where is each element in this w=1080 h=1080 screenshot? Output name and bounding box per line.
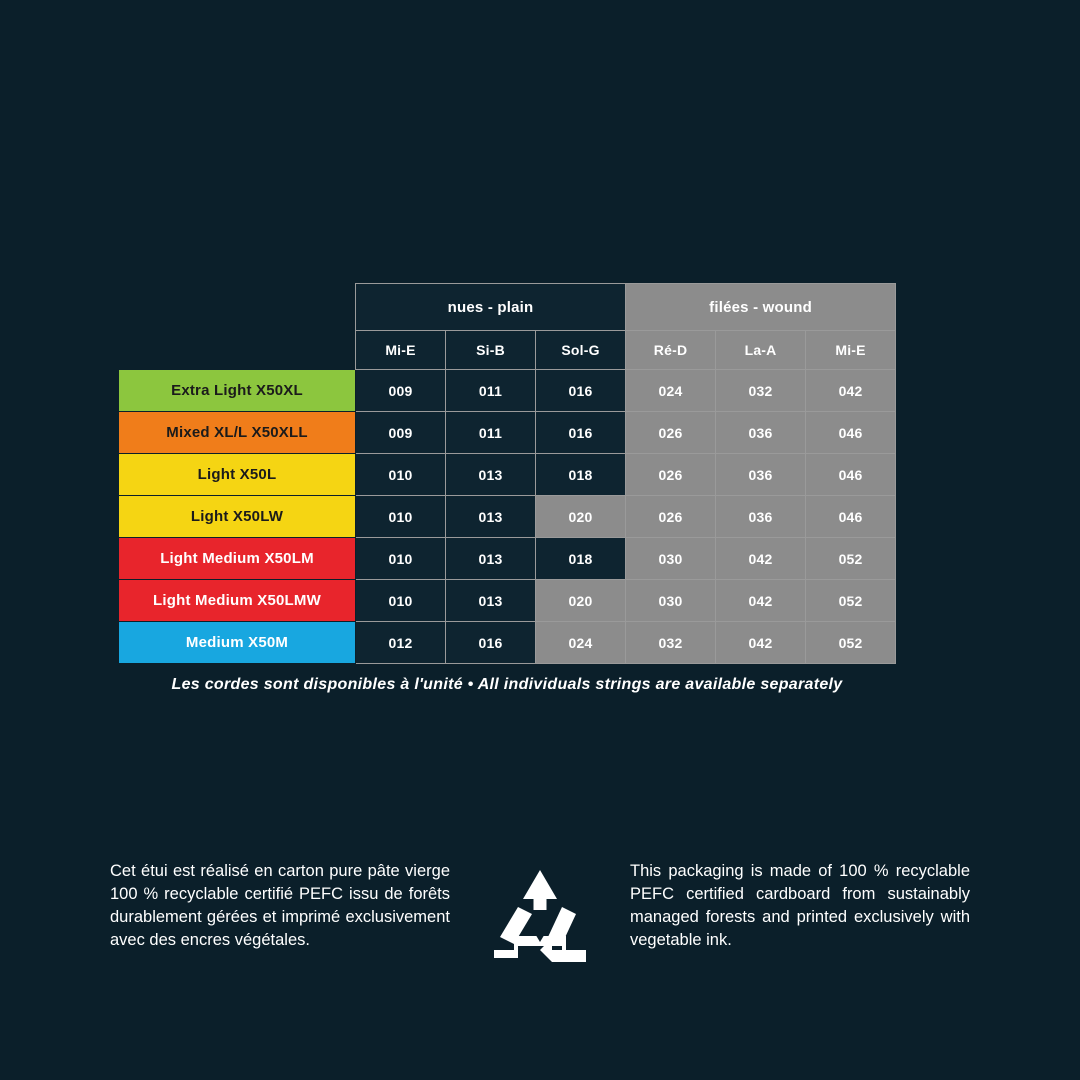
gauge-cell-r4-c4: 042 (716, 538, 806, 580)
table-row (119, 580, 896, 622)
table-column-header-1: Si-B (446, 331, 536, 370)
gauge-cell-r4-c3: 030 (626, 538, 716, 580)
gauge-cell-r2-c2: 018 (536, 454, 626, 496)
table-row (119, 412, 896, 454)
gauge-cell-r2-c4: 036 (716, 454, 806, 496)
gauge-cell-r6-c3: 032 (626, 622, 716, 664)
gauge-cell-r5-c3: 030 (626, 580, 716, 622)
table-group-header-plain: nues - plain (356, 284, 626, 331)
table-note-header-row (119, 331, 896, 370)
gauge-cell-r4-c1: 013 (446, 538, 536, 580)
gauge-cell-r6-c1: 016 (446, 622, 536, 664)
gauge-cell-r2-c1: 013 (446, 454, 536, 496)
gauge-cell-r3-c0: 010 (356, 496, 446, 538)
footer-text-french: Cet étui est réalisé en carton pure pâte vierge 100 % recyclable certifié PEFC issu de forêts durablement gérées et imprimé exclusivement avec des encres végétales. (110, 862, 450, 949)
gauge-cell-r5-c2: 020 (536, 580, 626, 622)
gauge-cell-r3-c4: 036 (716, 496, 806, 538)
string-gauge-table-container (118, 283, 896, 664)
gauge-cell-r1-c3: 026 (626, 412, 716, 454)
row-label-0: Extra Light X50XL (119, 370, 356, 412)
table-column-header-5: Mi-E (806, 331, 896, 370)
gauge-cell-r5-c1: 013 (446, 580, 536, 622)
table-row (119, 454, 896, 496)
table-caption: Les cordes sont disponibles à l'unité • All individuals strings are available separately (171, 676, 843, 693)
gauge-cell-r3-c3: 026 (626, 496, 716, 538)
row-label-2: Light X50L (119, 454, 356, 496)
gauge-cell-r3-c2: 020 (536, 496, 626, 538)
gauge-cell-r6-c0: 012 (356, 622, 446, 664)
gauge-cell-r2-c0: 010 (356, 454, 446, 496)
table-column-header-0: Mi-E (356, 331, 446, 370)
recycle-icon (480, 860, 600, 962)
table-column-header-2: Sol-G (536, 331, 626, 370)
gauge-cell-r0-c1: 011 (446, 370, 536, 412)
gauge-cell-r6-c4: 042 (716, 622, 806, 664)
gauge-cell-r1-c2: 016 (536, 412, 626, 454)
gauge-cell-r5-c5: 052 (806, 580, 896, 622)
gauge-cell-r6-c2: 024 (536, 622, 626, 664)
row-label-3: Light X50LW (119, 496, 356, 538)
gauge-cell-r0-c3: 024 (626, 370, 716, 412)
table-corner-spacer (119, 284, 356, 331)
gauge-cell-r1-c1: 011 (446, 412, 536, 454)
gauge-cell-r4-c2: 018 (536, 538, 626, 580)
table-row (119, 538, 896, 580)
footer-text-english: This packaging is made of 100 % recyclable PEFC certified cardboard from sustainably managed forests and printed exclusively with vegetable ink. (630, 862, 970, 949)
gauge-cell-r2-c5: 046 (806, 454, 896, 496)
gauge-cell-r0-c2: 016 (536, 370, 626, 412)
gauge-cell-r0-c5: 042 (806, 370, 896, 412)
gauge-cell-r2-c3: 026 (626, 454, 716, 496)
row-label-1: Mixed XL/L X50XLL (119, 412, 356, 454)
row-label-6: Medium X50M (119, 622, 356, 664)
gauge-cell-r1-c5: 046 (806, 412, 896, 454)
gauge-cell-r4-c5: 052 (806, 538, 896, 580)
gauge-cell-r5-c0: 010 (356, 580, 446, 622)
string-gauge-table (118, 283, 896, 664)
gauge-cell-r1-c0: 009 (356, 412, 446, 454)
gauge-cell-r4-c0: 010 (356, 538, 446, 580)
table-group-header-wound: filées - wound (626, 284, 896, 331)
row-label-4: Light Medium X50LM (119, 538, 356, 580)
table-row (119, 622, 896, 664)
gauge-cell-r3-c1: 013 (446, 496, 536, 538)
table-row (119, 370, 896, 412)
gauge-cell-r5-c4: 042 (716, 580, 806, 622)
table-corner-spacer (119, 331, 356, 370)
table-row (119, 496, 896, 538)
table-column-header-4: La-A (716, 331, 806, 370)
gauge-cell-r6-c5: 052 (806, 622, 896, 664)
gauge-cell-r0-c0: 009 (356, 370, 446, 412)
row-label-5: Light Medium X50LMW (119, 580, 356, 622)
footer (110, 860, 970, 962)
table-group-header-row (119, 284, 896, 331)
gauge-cell-r3-c5: 046 (806, 496, 896, 538)
table-column-header-3: Ré-D (626, 331, 716, 370)
gauge-cell-r1-c4: 036 (716, 412, 806, 454)
gauge-cell-r0-c4: 032 (716, 370, 806, 412)
